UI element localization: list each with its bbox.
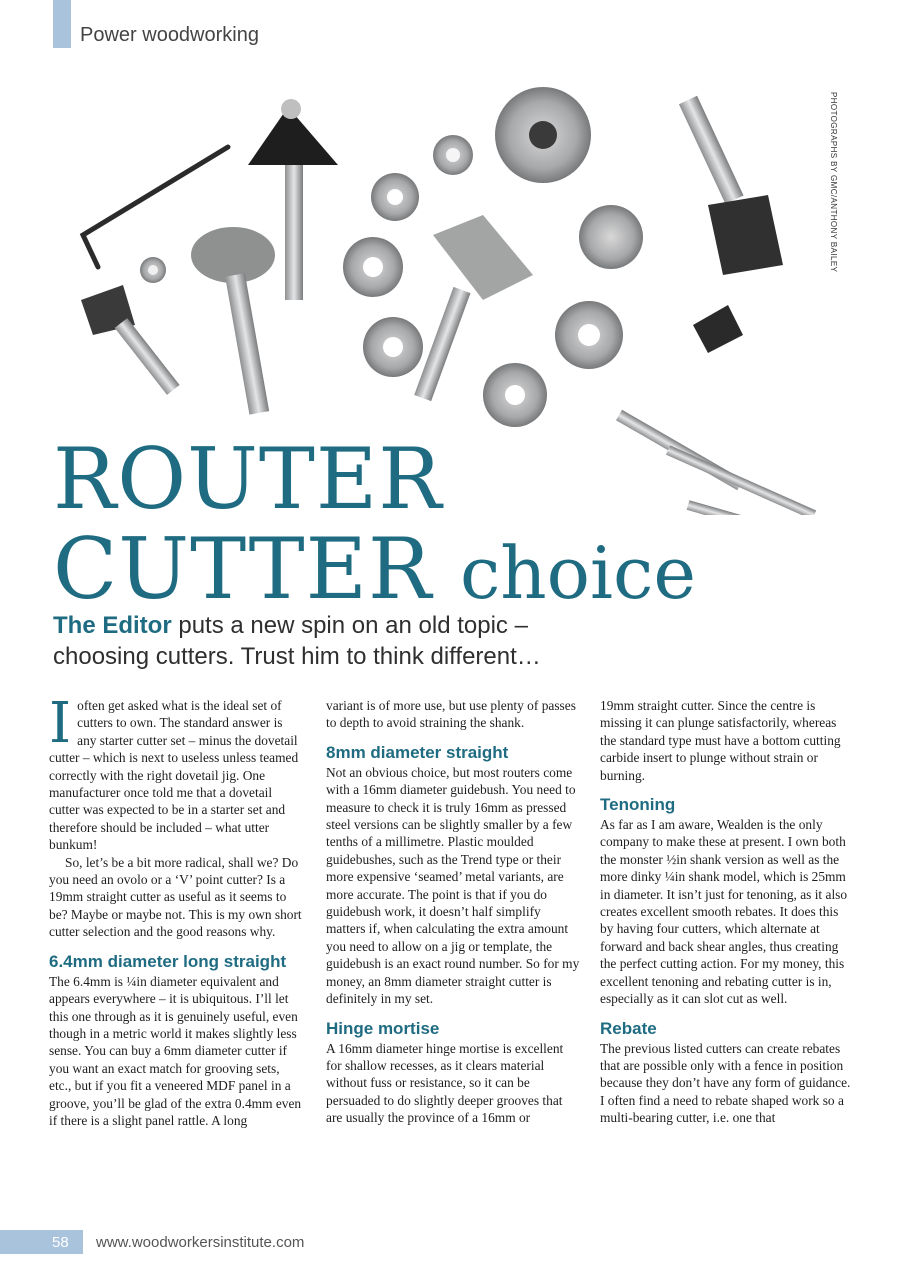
paragraph-8mm-straight: Not an obvious choice, but most routers come with a 16mm diameter guidebush. You need to measure to check it is truly 16mm as pressed steel versions can be slightly smaller by a few tenths of a millimetre. Plastic moulded guidebushes, such as the Trend type or their more expensive ‘seamed’ metal variants, are more accurate. The point is that if you do guidebush work, it doesn’t half simplify matters if, when calculating the extra amount you need to allow on a jig or template, the guidebush is an exact round number. So for my money, an 8mm diameter straight cutter is definitely in my set. [326,764,580,1007]
drop-cap: I [49,691,72,756]
photo-credit: PHOTOGRAPHS BY GMC/ANTHONY BAILEY [829,92,838,273]
tenon-cutter-icon [679,96,783,275]
standfirst [53,610,833,672]
section-bar [53,0,71,48]
paragraph-hinge-mortise: A 16mm diameter hinge mortise is excellent for shallow recesses, as it clears material without fuss or resistance, so it can be persuaded to do slightly deeper grooves that are usually the province of a 16mm or [326,1040,564,1126]
bearing-icon [579,205,643,269]
heading-long-straight: 6.4mm diameter long straight [49,951,287,971]
paragraph-hinge-mortise-cont: 19mm straight cutter. Since the centre is missing it can plunge satisfactorily, whereas the standard type must have a bottom cutting carbide insert to plunge without strain or burning. [600,698,841,783]
paragraph-long-straight: The 6.4mm is ¼in diameter equivalent and appears everywhere – it is ubiquitous. I’ll let this one through as it is genuinely useful, even though in a metric world it makes slightly less sense. You can buy a 6mm diameter cutter if you want an exact match for grooving sets, etc., but if you fit a veneered MDF panel in a groove, you’ll be glad of the extra 0.4mm even if there is a slight panel rattle. A long [49,973,302,1128]
paragraph-rebate: The previous listed cutters can create rebates that are possible only with a fence in position because they don’t have any form of guidance. I often find a need to rebate shaped work so a multi-bearing cutter, i.e. one that [600,1040,851,1126]
title-cutter: CUTTER [53,520,433,618]
paragraph-tenoning: As far as I am aware, Wealden is the only company to make these at present. I own both the monster ½in shank version as well as the more dinky ¼in shank model, which is 25mm in diameter. It isn’t just for tenoning, as it also creates excellent smooth rebates. It does this by having four cutters, which alternate at forward and back shear angles, thus creating the perfect cutting action. For my money, this excellent tenoning and rebating cutter is in, especially as it can slot cut as well. [600,817,848,1007]
rebate-cutter-icon [81,285,180,395]
paragraph-long-straight-cont: variant is of more use, but use plenty of passes to depth to avoid straining the shank. [326,698,576,731]
title-line-2 [53,520,696,618]
heading-rebate: Rebate [600,1018,657,1038]
page-number: 58 [52,1234,69,1251]
ovolo-cutter-icon [191,227,275,415]
column-3 [600,697,855,1127]
heading-8mm-straight: 8mm diameter straight [326,742,509,762]
title-choice: choice [459,531,696,615]
footer-page-bar [0,1230,83,1254]
article-title [53,430,696,618]
heading-hinge-mortise: Hinge mortise [326,1018,440,1038]
standfirst-line-2: choosing cutters. Trust him to think different… [53,643,541,670]
section-label: Power woodworking [80,24,259,46]
intro-paragraph: often get asked what is the ideal set of cutters to own. The standard answer is any starter cutter set – minus the dovetail cutter – which is next to useless unless teamed correctly with the right dovetail jig. One manufacturer once told me that a dovetail cutter was expected to be in a starter set and therefore should be included – what utter bunkum! [49,698,299,853]
standfirst-author: The Editor [53,612,172,639]
straight-cutter-icon [687,500,853,515]
column-1 [49,691,304,1129]
paragraph-2: So, let’s be a bit more radical, shall we? Do you need an ovolo or a ‘V’ point cutter? Is a 19mm straight cutter as useful as it seems to be? Maybe or maybe not. This is my own short cutter selection and the good reasons why. [49,854,302,940]
standfirst-line-1: puts a new spin on an old topic – [178,612,528,639]
column-2 [326,697,581,1127]
title-line-1: ROUTER [53,430,443,528]
heading-tenoning: Tenoning [600,795,676,815]
footer-url[interactable]: www.woodworkersinstitute.com [96,1234,305,1251]
